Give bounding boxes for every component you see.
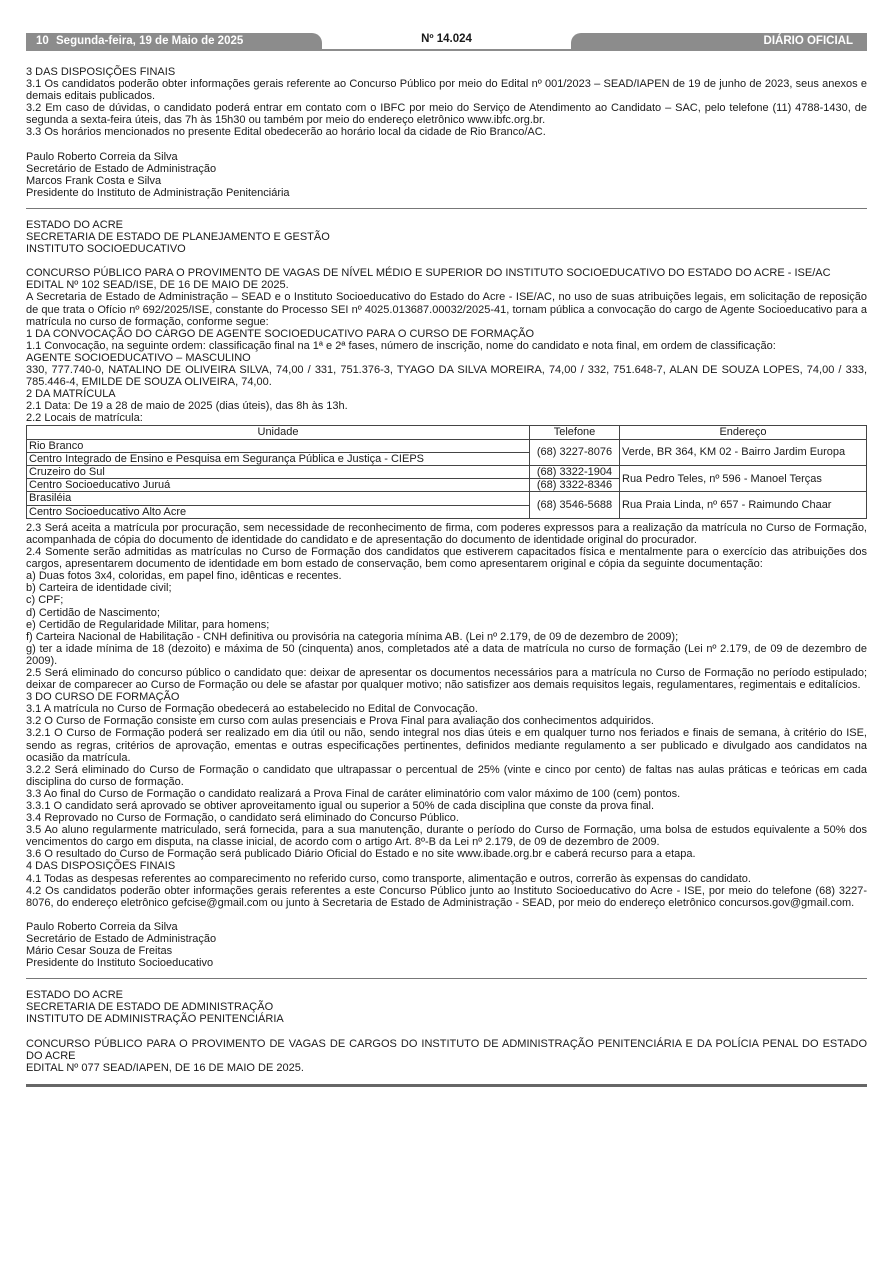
edital-number: EDITAL Nº 102 SEAD/ISE, DE 16 DE MAIO DE 2025. bbox=[26, 279, 289, 292]
signatory-name: Marcos Frank Costa e Silva bbox=[26, 174, 162, 187]
org-line: ESTADO DO ACRE bbox=[26, 218, 123, 231]
org-line: ESTADO DO ACRE bbox=[26, 989, 123, 1002]
document-item: b) Carteira de identidade civil; bbox=[26, 582, 172, 595]
paragraph: 2.1 Data: De 19 a 28 de maio de 2025 (dias úteis), das 8h às 13h. bbox=[26, 400, 348, 413]
unit-name: Centro Socioeducativo Juruá bbox=[27, 479, 530, 492]
paragraph: 3.2.1 O Curso de Formação poderá ser realizado em dia útil ou não, sendo integral nos dias úteis e em qualquer turno nos feriados e finais de semana, à critério do ISE, sendo as regras, critérios de aprovação, ementas e outras especificações pertinentes, definidos mediante regulamento a ser publicado e divulgado aos candidatos na ocasião da matrícula. bbox=[26, 727, 867, 764]
column-header-address: Endereço bbox=[620, 426, 867, 439]
cargo-heading: AGENTE SOCIOEDUCATIVO – MASCULINO bbox=[26, 351, 251, 364]
edital-iapen-077 bbox=[26, 989, 867, 1074]
section-heading: 3 DO CURSO DE FORMAÇÃO bbox=[26, 691, 180, 704]
unit-address: Rua Praia Linda, nº 657 - Raimundo Chaar bbox=[620, 492, 867, 518]
org-line: SECRETARIA DE ESTADO DE PLANEJAMENTO E GESTÃO bbox=[26, 231, 330, 244]
section-heading: 1 DA CONVOCAÇÃO DO CARGO DE AGENTE SOCIOEDUCATIVO PARA O CURSO DE FORMAÇÃO bbox=[26, 327, 535, 340]
header-center bbox=[322, 33, 571, 51]
publication-title: DIÁRIO OFICIAL bbox=[763, 35, 853, 47]
unit-phone-secondary: (68) 3322-8346 bbox=[530, 479, 620, 492]
signatory-name: Paulo Roberto Correia da Silva bbox=[26, 920, 178, 933]
unit-phone: (68) 3546-5688 bbox=[530, 492, 620, 518]
unit-phone: (68) 3227-8076 bbox=[530, 439, 620, 465]
unit-phone: (68) 3322-1904 bbox=[530, 466, 620, 479]
paragraph: 3.2 O Curso de Formação consiste em curso com aulas presenciais e Prova Final para avaliação dos conhecimentos adquiridos. bbox=[26, 715, 654, 728]
column-header-phone: Telefone bbox=[530, 426, 620, 439]
paragraph: 1.1 Convocação, na seguinte ordem: classificação final na 1ª e 2ª fases, número de inscrição, nome do candidato e nota final, em ordem de classificação: bbox=[26, 339, 776, 352]
org-line: SECRETARIA DE ESTADO DE ADMINISTRAÇÃO bbox=[26, 1001, 274, 1014]
document-item: a) Duas fotos 3x4, coloridas, em papel fino, idênticas e recentes. bbox=[26, 570, 342, 583]
page-body bbox=[26, 66, 867, 1087]
document-item: f) Carteira Nacional de Habilitação - CNH definitiva ou provisória na categoria mínima AB. (Lei nº 2.179, de 09 de dezembro de 2009); bbox=[26, 630, 679, 643]
unit-city: Brasiléia bbox=[27, 492, 530, 505]
signatory-role: Presidente do Instituto de Administração Penitenciária bbox=[26, 186, 290, 199]
table-row bbox=[27, 466, 867, 479]
unit-address: Rua Pedro Teles, nº 596 - Manoel Terças bbox=[620, 466, 867, 492]
section-heading: 4 DAS DISPOSIÇÕES FINAIS bbox=[26, 860, 176, 873]
section-final-provisions-iapen bbox=[26, 66, 867, 199]
paragraph: 3.5 Ao aluno regularmente matriculado, será fornecida, para a sua manutenção, durante o período do Curso de Formação, uma bolsa de estudos equivalente a 50% dos vencimentos do cargo em disputa, na classe inicial, de acordo com o artigo Art. 8º-B da Lei nº 2.179, de 09 de dezembro de 2009. bbox=[26, 824, 867, 849]
signatory-name: Paulo Roberto Correia da Silva bbox=[26, 150, 178, 163]
section-divider bbox=[26, 978, 867, 979]
unit-name: Centro Socioeducativo Alto Acre bbox=[27, 505, 530, 518]
paragraph: 3.1 Os candidatos poderão obter informações gerais referente ao Concurso Público por meio do Edital nº 001/2023 – SEAD/IAPEN de 19 de junho de 2023, seus anexos e demais editais publicados. bbox=[26, 78, 867, 103]
paragraph: 2.5 Será eliminado do concurso público o candidato que: deixar de apresentar os documentos necessários para a matrícula no Curso de Formação no período estipulado; deixar de comparecer ao Curso de Formação ou dele se afastar por qualquer motivo; não satisfizer aos demais requisitos legais, regulamentares, regimentais e editalícios. bbox=[26, 666, 867, 692]
section-heading: 2 DA MATRÍCULA bbox=[26, 388, 116, 401]
section-heading: 3 DAS DISPOSIÇÕES FINAIS bbox=[26, 66, 176, 78]
paragraph: 3.3.1 O candidato será aprovado se obtiver aproveitamento igual ou superior a 50% de cada disciplina que conste da prova final. bbox=[26, 800, 655, 813]
paragraph: 3.6 O resultado do Curso de Formação será publicado Diário Oficial do Estado e no site www.ibade.org.br e caberá recurso para a etapa. bbox=[26, 848, 696, 861]
issue-number: Nº 14.024 bbox=[421, 33, 472, 45]
signatory-name: Mário Cesar Souza de Freitas bbox=[26, 945, 173, 958]
edital-ise-102 bbox=[26, 219, 867, 969]
unit-address: Verde, BR 364, KM 02 - Bairro Jardim Europa bbox=[620, 439, 867, 465]
paragraph: 2.3 Será aceita a matrícula por procuração, sem necessidade de reconhecimento de firma, com poderes expressos para a realização da matrícula no Curso de Formação, acompanhada de cópia do documento de identidade do candidato e de apresentação do documento de identidade original do procurador. bbox=[26, 521, 867, 546]
paragraph: 3.1 A matrícula no Curso de Formação obedecerá ao estabelecido no Edital de Convocação. bbox=[26, 703, 478, 716]
paragraph: A Secretaria de Estado de Administração – SEAD e o Instituto Socioeducativo do Estado do Acre - ISE/AC, no uso de suas atribuições legais, em solicitação de reposição de que trata o Ofício nº 692/2025/ISE, constante do Processo SEI nº 4025.013687.00032/2025-41, tornam pública a convocação do cargo de Agente Socioeducativo para a matrícula no curso de formação, conforme segue: bbox=[26, 291, 867, 328]
paragraph: 3.2 Em caso de dúvidas, o candidato poderá entrar em contato com o IBFC por meio do Serviço de Atendimento ao Candidato – SAC, pelo telefone (11) 4788-1430, de segunda a sexta-feira úteis, das 7h às 15h30 ou também por meio do endereço eletrônico www.ibfc.org.br. bbox=[26, 102, 867, 127]
paragraph: 3.2.2 Será eliminado do Curso de Formação o candidato que ultrapassar o percentual de 25% (vinte e cinco por cento) de faltas nas aulas práticas e teóricas em cada disciplina do curso de formação. bbox=[26, 763, 867, 788]
signatory-role: Secretário de Estado de Administração bbox=[26, 162, 217, 175]
page-bottom-rule bbox=[26, 1084, 867, 1087]
paragraph: 2.4 Somente serão admitidas as matrículas no Curso de Formação dos candidatos que estiverem capacitados física e mentalmente para o exercício das atribuições dos cargos, apresentarem documento de identidade em bom estado de conservação, bem como apresentarem original e cópia da seguinte documentação: bbox=[26, 546, 867, 571]
org-line: INSTITUTO DE ADMINISTRAÇÃO PENITENCIÁRIA bbox=[26, 1013, 284, 1026]
paragraph: 4.1 Todas as despesas referentes ao comparecimento no referido curso, como transporte, alimentação e outros, correrão às expensas do candidato. bbox=[26, 872, 751, 885]
table-row bbox=[27, 492, 867, 505]
edital-number: EDITAL Nº 077 SEAD/IAPEN, DE 16 DE MAIO DE 2025. bbox=[26, 1061, 304, 1074]
page-number: 10 bbox=[36, 35, 49, 47]
org-line: INSTITUTO SOCIOEDUCATIVO bbox=[26, 243, 186, 256]
enrollment-locations-table bbox=[26, 425, 867, 518]
header-left-tab bbox=[26, 33, 322, 51]
paragraph: 2.2 Locais de matrícula: bbox=[26, 412, 143, 425]
signatory-role: Secretário de Estado de Administração bbox=[26, 932, 217, 945]
page-header bbox=[26, 33, 867, 53]
edital-title: CONCURSO PÚBLICO PARA O PROVIMENTO DE VAGAS DE NÍVEL MÉDIO E SUPERIOR DO INSTITUTO SOCIOEDUCATIVO DO ESTADO DO ACRE - ISE/AC bbox=[26, 267, 831, 280]
signatory-role: Presidente do Instituto Socioeducativo bbox=[26, 957, 214, 970]
unit-name: Centro Integrado de Ensino e Pesquisa em Segurança Pública e Justiça - CIEPS bbox=[27, 452, 530, 465]
unit-city: Cruzeiro do Sul bbox=[27, 466, 530, 479]
header-right-tab bbox=[571, 33, 867, 51]
document-item: g) ter a idade mínima de 18 (dezoito) e máxima de 50 (cinquenta) anos, completados até a data de matrícula no curso de formação (Lei nº 2.179, de 09 de dezembro de 2009). bbox=[26, 642, 867, 667]
table-header-row bbox=[27, 426, 867, 439]
column-header-unit: Unidade bbox=[27, 426, 530, 439]
document-item: c) CPF; bbox=[26, 594, 64, 607]
candidate-list: 330, 777.740-0, NATALINO DE OLIVEIRA SILVA, 74,00 / 331, 751.376-3, TYAGO DA SILVA MOREIRA, 74,00 / 332, 751.648-7, ALAN DE SOUZA LOPES, 74,00 / 333, 785.446-4, EMILDE DE SOUZA OLIVEIRA, 74,00. bbox=[26, 363, 867, 389]
paragraph: 3.4 Reprovado no Curso de Formação, o candidato será eliminado do Concurso Público. bbox=[26, 812, 459, 825]
table-row bbox=[27, 439, 867, 452]
edital-title: CONCURSO PÚBLICO PARA O PROVIMENTO DE VAGAS DE CARGOS DO INSTITUTO DE ADMINISTRAÇÃO PENITENCIÁRIA E DA POLÍCIA PENAL DO ESTADO DO ACRE bbox=[26, 1037, 867, 1062]
issue-date: Segunda-feira, 19 de Maio de 2025 bbox=[56, 35, 244, 47]
paragraph: 4.2 Os candidatos poderão obter informações gerais referentes a este Concurso Público junto ao Instituto Socioeducativo do Acre - ISE, por meio do telefone (68) 3227-8076, do endereço eletrônico gefcise@gmail.com ou junto à Secretaria de Estado de Administração - SEAD, por meio do endereço eletrônico concursos.gov@gmail.com. bbox=[26, 884, 867, 909]
paragraph: 3.3 Ao final do Curso de Formação o candidato realizará a Prova Final de caráter eliminatório com valor máximo de 100 (cem) pontos. bbox=[26, 787, 681, 800]
document-item: d) Certidão de Nascimento; bbox=[26, 606, 160, 619]
document-item: e) Certidão de Regularidade Militar, para homens; bbox=[26, 618, 270, 631]
unit-city: Rio Branco bbox=[27, 439, 530, 452]
paragraph: 3.3 Os horários mencionados no presente Edital obedecerão ao horário local da cidade de Rio Branco/AC. bbox=[26, 126, 546, 139]
section-divider bbox=[26, 208, 867, 209]
newspaper-page bbox=[26, 0, 867, 1087]
